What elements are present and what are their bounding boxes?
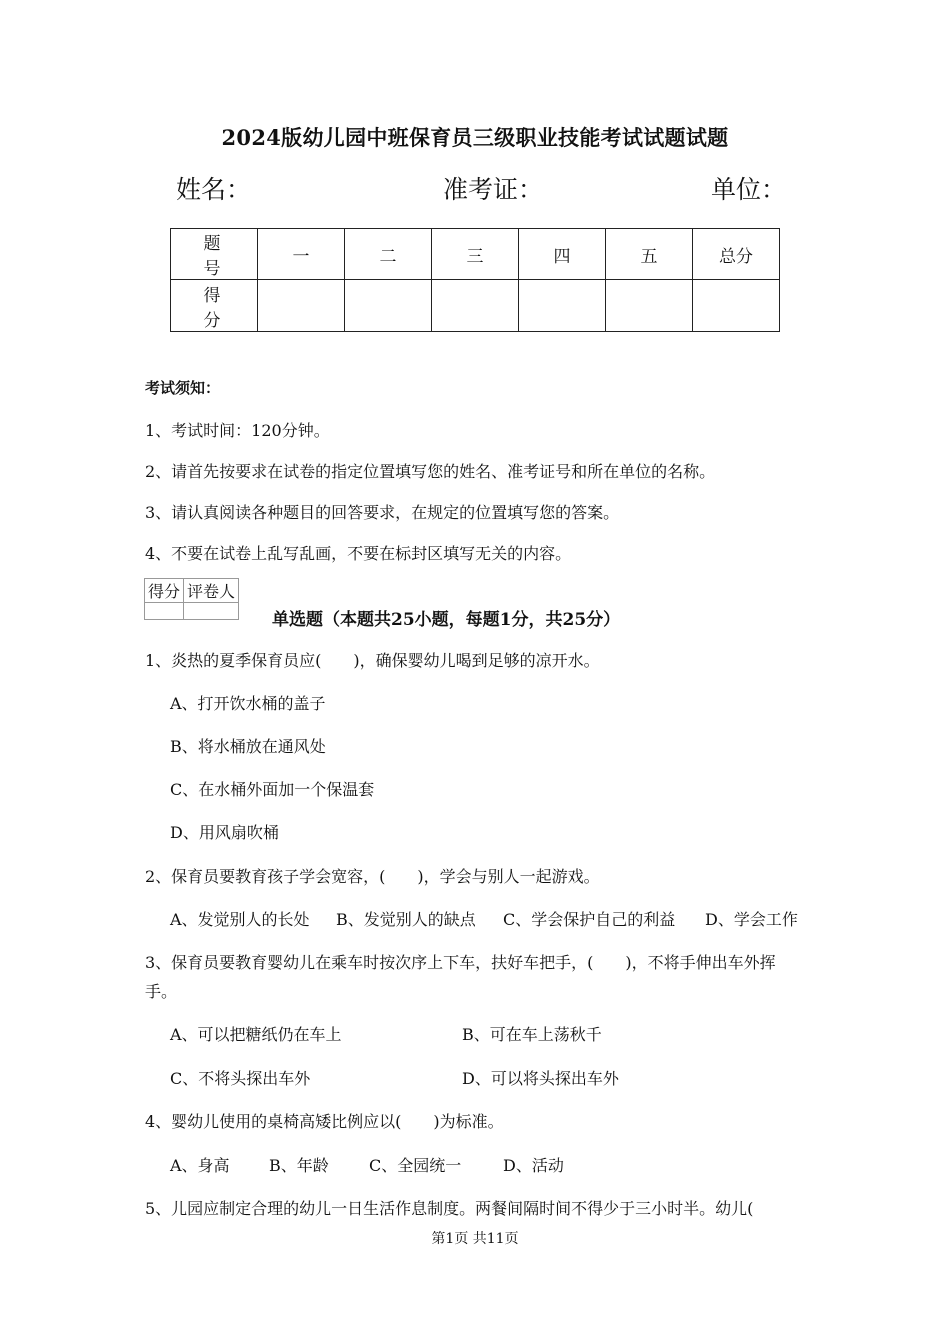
score-table-score-row [171,280,780,332]
question-option: A、身高 [170,1156,230,1175]
question-stem: 1、炎热的夏季保育员应( )，确保婴幼儿喝到足够的凉开水。 [145,651,600,670]
question-stem: 2、保育员要教育孩子学会宽容，( )，学会与别人一起游戏。 [145,867,600,886]
score-header-cell: 四 [519,229,606,280]
question-option: B、可在车上荡秋千 [462,1025,602,1044]
question-option: A、发觉别人的长处 [170,910,310,929]
notice-item: 4、不要在试卷上乱写乱画，不要在标封区填写无关的内容。 [145,544,572,563]
score-header-cell: 五 [606,229,693,280]
page-footer: 第1页 共11页 [431,1231,519,1247]
question-stem-continuation: 手。 [145,982,178,1001]
score-row-label: 得 分 [171,280,258,332]
question-option: C、不将头探出车外 [170,1069,311,1088]
question-option: C、全园统一 [369,1156,462,1175]
question-option: B、将水桶放在通风处 [170,737,326,756]
section-title: 单选题（本题共25小题，每题1分，共25分） [272,610,621,630]
score-table [170,228,780,332]
notice-item: 3、请认真阅读各种题目的回答要求，在规定的位置填写您的答案。 [145,503,620,522]
score-cell [345,280,432,332]
question-stem: 4、婴幼儿使用的桌椅高矮比例应以( )为标准。 [145,1112,504,1131]
grader-score-cell [145,603,184,620]
score-header-cell: 二 [345,229,432,280]
question-option: D、活动 [503,1156,564,1175]
notice-item: 1、考试时间：120分钟。 [145,421,330,440]
question-option: A、打开饮水桶的盖子 [170,694,326,713]
score-header-label: 题 号 [171,229,258,280]
score-header-cell: 三 [432,229,519,280]
grader-name-cell [184,603,239,620]
score-cell [519,280,606,332]
question-stem: 3、保育员要教育婴幼儿在乘车时按次序上下车，扶好车把手，( )，不将手伸出车外挥 [145,953,776,972]
grader-box [144,578,239,620]
notice-heading: 考试须知： [145,379,221,397]
score-header-cell: 总分 [693,229,780,280]
question-option: D、学会工作 [705,910,798,929]
score-table-header-row [171,229,780,280]
score-header-cell: 一 [258,229,345,280]
question-option: D、用风扇吹桶 [170,823,279,842]
name-field-label: 姓名： [176,175,252,204]
ticket-field-label: 准考证： [443,175,544,204]
question-option: A、可以把糖纸仍在车上 [170,1025,342,1044]
grader-name-label: 评卷人 [184,579,239,603]
score-cell [606,280,693,332]
question-option: C、在水桶外面加一个保温套 [170,780,375,799]
grader-score-label: 得分 [145,579,184,603]
unit-field-label: 单位： [711,175,787,204]
question-option: D、可以将头探出车外 [462,1069,619,1088]
question-option: C、学会保护自己的利益 [503,910,676,929]
score-cell [432,280,519,332]
question-option: B、年龄 [269,1156,329,1175]
document-title: 2024版幼儿园中班保育员三级职业技能考试试题试题 [221,125,729,150]
question-option: B、发觉别人的缺点 [336,910,476,929]
notice-item: 2、请首先按要求在试卷的指定位置填写您的姓名、准考证号和所在单位的名称。 [145,462,716,481]
question-stem: 5、儿园应制定合理的幼儿一日生活作息制度。两餐间隔时间不得少于三小时半。幼儿( [145,1199,754,1218]
score-cell [693,280,780,332]
